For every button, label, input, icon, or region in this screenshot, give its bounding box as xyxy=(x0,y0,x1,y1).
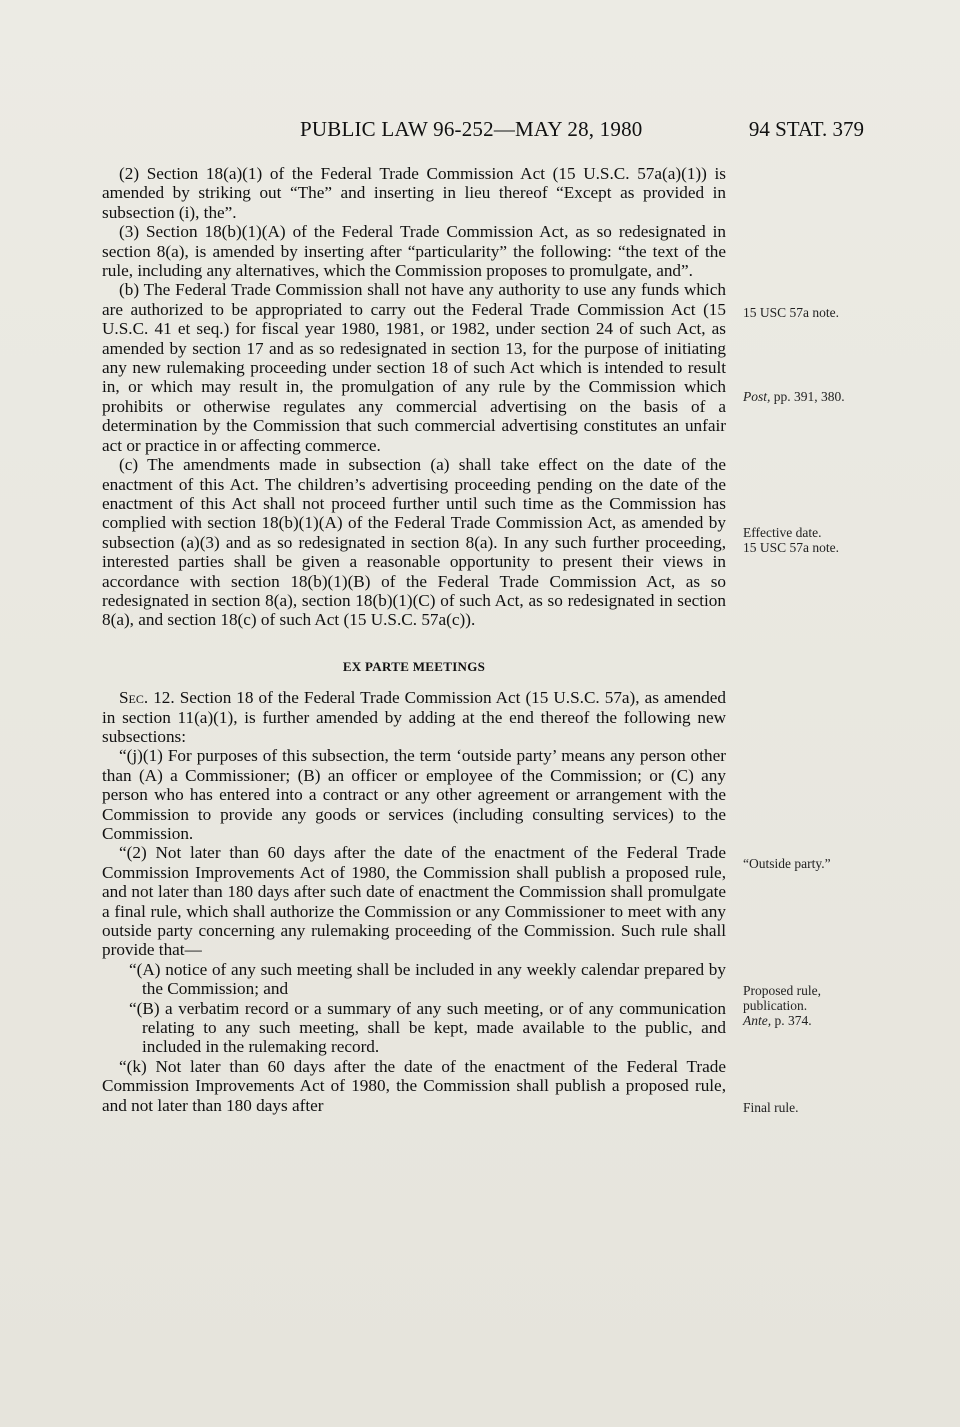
margin-note-final-rule: Final rule. xyxy=(743,1100,799,1115)
paragraph-j2-B: “(B) a verbatim record or a summary of any such meeting, or of any communication relating to any such meeting, shall be kept, made available to the public, and included in the rulemaking record. xyxy=(129,998,726,1057)
statute-body xyxy=(102,164,726,1115)
margin-note-outside-party: “Outside party.” xyxy=(743,856,831,871)
margin-note-ante-italic: Ante, xyxy=(743,1013,772,1028)
paragraph-a3: (3) Section 18(b)(1)(A) of the Federal Trade Commission Act, as so redesignated in section 8(a), is amended by inserting after “particularity” the following: “the text of the rule, including any alternatives, which the Commission proposes to promulgate, and”. xyxy=(102,222,726,281)
margin-note-effective-date-line2: 15 USC 57a note. xyxy=(743,540,839,555)
paragraph-j2-A: “(A) notice of any such meeting shall be included in any weekly calendar prepared by the Commission; and xyxy=(129,959,726,999)
section-12-label: Sec. 12. xyxy=(119,688,175,708)
paragraph-a2: (2) Section 18(a)(1) of the Federal Trade Commission Act (15 U.S.C. 57a(a)(1)) is amended by striking out “The” and inserting in lieu thereof “Except as provided in subsection (i), the”. xyxy=(102,164,726,222)
margin-note-usc: 15 USC 57a note. xyxy=(743,305,839,320)
margin-note-proposed-rule-line3 xyxy=(743,1013,883,1028)
margin-note-ante-text: p. 374. xyxy=(771,1013,812,1028)
section-heading: EX PARTE MEETINGS xyxy=(342,658,486,674)
margin-note-effective-date-line1: Effective date. xyxy=(743,525,822,540)
stat-page-number: 94 STAT. 379 xyxy=(748,117,864,141)
paragraph-b: (b) The Federal Trade Commission shall not have any authority to use any funds which are authorized to be appropriated to carry out the Federal Trade Commission Act (15 U.S.C. 41 et seq.) for fiscal year 1980, 1981, or 1982, under section 24 of such Act, as amended by section 17 and as so redesignated in section 13, for the purpose of initiating any new rulemaking proceeding under section 18 of such Act which is intended to result in, or which may result in, the promulgation of any rule by the Commission which prohibits or otherwise regulates any commercial advertising on the basis of a determination by the Commission that such commercial advertising constitutes an unfair act or practice in or affecting commerce. xyxy=(102,280,726,455)
paragraph-k: “(k) Not later than 60 days after the date of the enactment of the Federal Trade Commission Improvements Act of 1980, the Commission shall publish a proposed rule, and not later than 180 days after xyxy=(102,1056,726,1115)
margin-note-proposed-rule-line2: publication. xyxy=(743,998,808,1013)
paragraph-c: (c) The amendments made in subsection (a) shall take effect on the date of the enactment of this Act. The children’s advertising proceeding pending on the date of the enactment of this Act shall not proceed further until such time as the Commission has complied with section 18(b)(1)(A) of the Federal Trade Commission Act, as amended by subsection (a)(3) and as so redesignated in section 8(a). In any such further proceeding, interested parties shall be given a reasonable opportunity to present their views in accordance with section 18(b)(1)(B) of the Federal Trade Commission Act, as so redesignated in section 8(a), section 18(b)(1)(C) of such Act, as so redesignated in section 8(a), and section 18(c) of such Act (15 U.S.C. 57a(c)). xyxy=(102,455,726,630)
paragraph-j1: “(j)(1) For purposes of this subsection, the term ‘outside party’ means any person other than (A) a Commissioner; (B) an officer or employee of the Commission; or (C) any person who has entered into a contract or any other agreement or arrangement with the Commission to provide any goods or services (including consulting services) to the Commission. xyxy=(102,746,726,843)
section-12 xyxy=(102,688,726,746)
margin-note-post-text: pp. 391, 380. xyxy=(770,389,845,404)
margin-note-proposed-rule xyxy=(743,983,883,1028)
margin-note-post xyxy=(743,389,883,404)
section-12-text: Section 18 of the Federal Trade Commission Act (15 U.S.C. 57a), as amended in section 11(a)(1), is further amended by adding at the end thereof the following new subsections: xyxy=(102,688,726,746)
margin-note-proposed-rule-line1: Proposed rule, xyxy=(743,983,821,998)
margin-note-post-italic: Post, xyxy=(743,389,771,404)
paragraph-j2: “(2) Not later than 60 days after the date of the enactment of the Federal Trade Commission Improvements Act of 1980, the Commission shall publish a proposed rule, and not later than 180 days after such date of enactment the Commission shall promulgate a final rule, which shall authorize the Commission or any Commissioner to meet with any outside party concerning any rulemaking proceeding of the Commission. Such rule shall provide that— xyxy=(102,843,726,960)
page-header xyxy=(100,117,864,147)
running-head: PUBLIC LAW 96-252—MAY 28, 1980 xyxy=(300,117,643,141)
margin-note-effective-date xyxy=(743,525,883,555)
